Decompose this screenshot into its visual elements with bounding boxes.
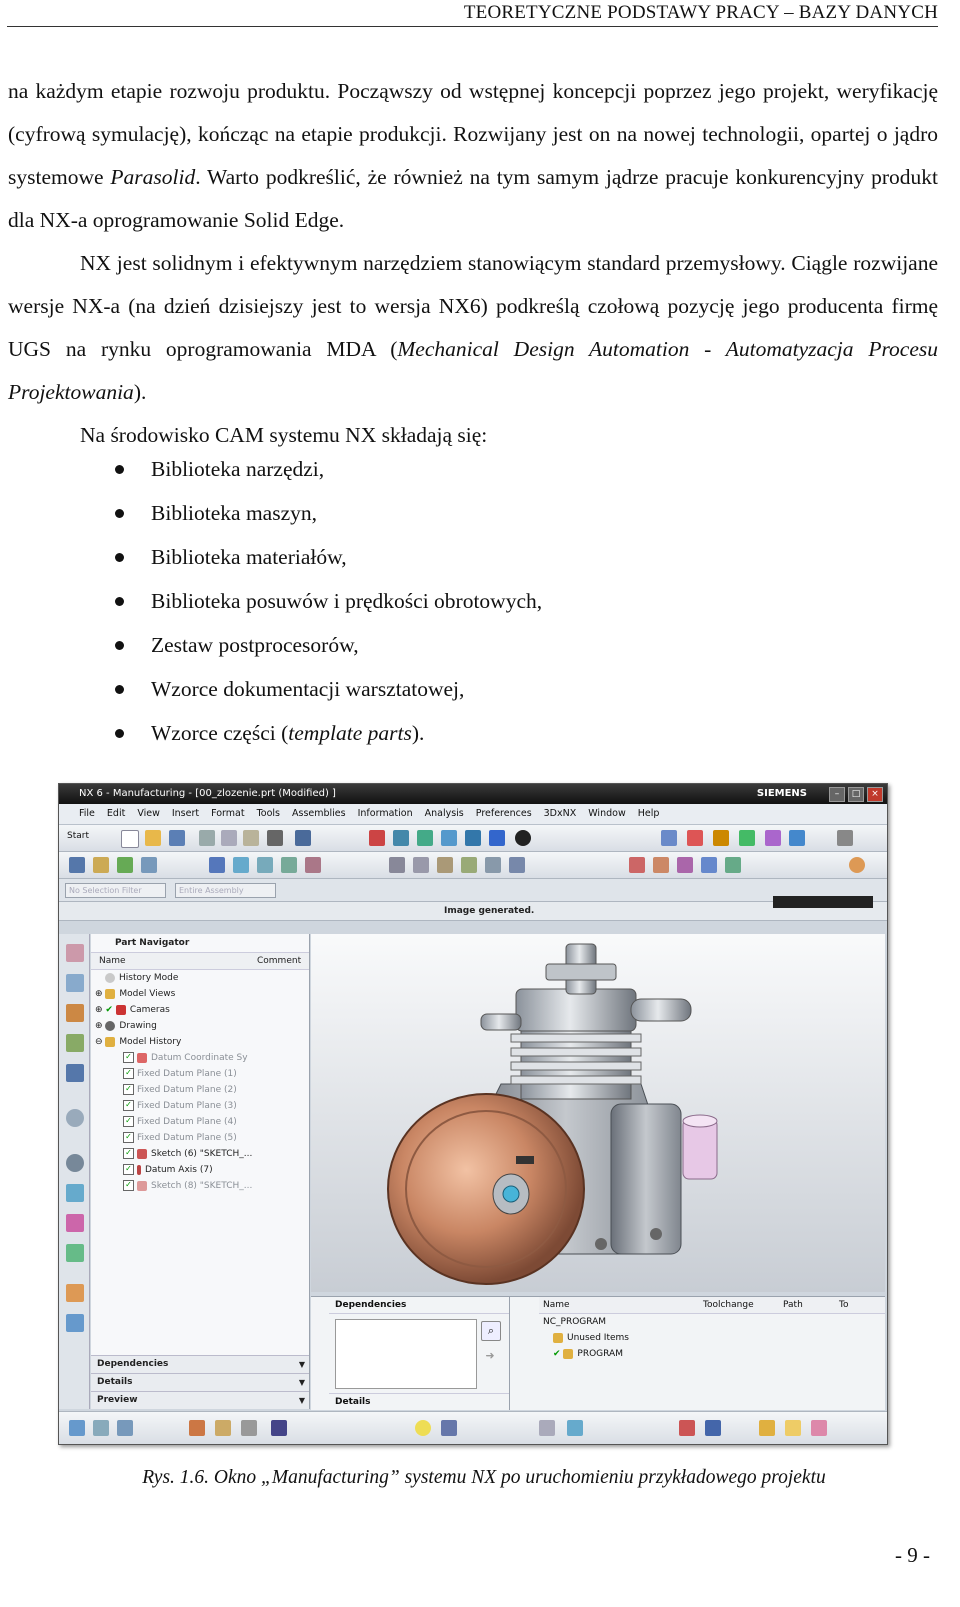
arrow-right-icon[interactable]: ➜ [485, 1349, 495, 1362]
resource-bar [59, 934, 90, 1409]
part-navigator-panel [91, 934, 310, 1409]
post-icon[interactable] [305, 857, 321, 873]
chevron-down-icon: ▼ [298, 1360, 305, 1369]
sketch-icon[interactable] [629, 857, 645, 873]
section-dependencies[interactable]: Dependencies ▼ [91, 1355, 309, 1373]
manufacturing-toolbar [59, 852, 887, 879]
spline-icon[interactable] [701, 857, 717, 873]
pan-icon[interactable] [441, 830, 457, 846]
datum-axis-icon [137, 1165, 141, 1175]
menu-format[interactable]: Format [211, 808, 245, 819]
rotate-icon[interactable] [417, 830, 433, 846]
status-line: Image generated. [59, 902, 887, 921]
bullet-icon [115, 685, 124, 694]
tree-row-cameras[interactable]: ⊕ ✔ Cameras [95, 1005, 170, 1015]
snap-point-icon[interactable] [69, 1420, 85, 1436]
camera-icon [116, 1005, 126, 1015]
tag-icon[interactable] [811, 1420, 827, 1436]
web-browser-icon[interactable] [66, 1314, 84, 1332]
help-icon[interactable] [849, 857, 865, 873]
cue-line [773, 896, 873, 908]
arc-icon[interactable] [653, 857, 669, 873]
list-item: Biblioteka narzędzi, [115, 447, 542, 491]
menu-help[interactable]: Help [637, 808, 660, 819]
operation-navigator-icon[interactable] [66, 1034, 84, 1052]
zoom-icon[interactable] [393, 830, 409, 846]
edit-icon[interactable] [485, 857, 501, 873]
paste-icon[interactable] [243, 830, 259, 846]
create-tool-icon[interactable] [93, 857, 109, 873]
check-icon: ✔ [553, 1349, 561, 1359]
column-name[interactable]: Name [99, 956, 126, 966]
checkbox-icon[interactable]: ✓ [123, 1052, 134, 1063]
replay-icon[interactable] [233, 857, 249, 873]
orient-icon[interactable] [713, 830, 729, 846]
page-number: - 9 - [895, 1543, 930, 1567]
assembly-navigator-icon[interactable] [66, 944, 84, 962]
section-details[interactable]: Details ▼ [91, 1373, 309, 1391]
bullet-icon [115, 509, 124, 518]
menu-assemblies[interactable]: Assemblies [292, 808, 346, 819]
collapse-icon[interactable]: ⊖ [95, 1037, 106, 1047]
header-rule [7, 26, 938, 27]
window-controls [829, 787, 883, 802]
list-item: Wzorce części (template parts). [115, 711, 542, 755]
chevron-down-icon: ▼ [298, 1378, 305, 1387]
open-icon[interactable] [145, 830, 161, 846]
filter-icon[interactable] [93, 1420, 109, 1436]
search-icon[interactable]: ⌕ [481, 1321, 501, 1341]
tree-row-datum-plane-3[interactable]: ✓ Fixed Datum Plane (3) [91, 1098, 309, 1114]
running-header: TEORETYCZNE PODSTAWY PRACY – BAZY DANYCH [463, 2, 938, 23]
menu-file[interactable]: File [79, 808, 95, 819]
body-text [8, 70, 938, 457]
paragraph-3: Na środowisko CAM systemu NX składają się: [80, 423, 488, 447]
measure-icon[interactable] [765, 830, 781, 846]
cube-icon[interactable] [679, 1420, 695, 1436]
menu-window[interactable]: Window [588, 808, 626, 819]
tree-row-program[interactable]: ✔ PROGRAM [553, 1349, 623, 1359]
tree-row-datum-plane-2[interactable]: ✓ Fixed Datum Plane (2) [91, 1082, 309, 1098]
operation-navigator-header [539, 1297, 885, 1314]
dependencies-panel [329, 1297, 510, 1410]
color-icon[interactable] [189, 1420, 205, 1436]
part-navigator-title: Part Navigator [91, 934, 309, 953]
siemens-logo: SIEMENS [756, 788, 807, 799]
menu-3dxnx[interactable]: 3DxNX [543, 808, 577, 819]
analysis-icon[interactable] [789, 830, 805, 846]
simulate-icon[interactable] [281, 857, 297, 873]
reuse-library-icon[interactable] [66, 1184, 84, 1202]
datum-csys-icon [137, 1053, 147, 1063]
paragraph-1: na każdym etapie rozwoju produktu. Począwszy od wstępnej koncepcji poprzez jego projekt, weryfikację (cyfrową symulację), kończąc na etapie produkcji. Rozwijany jest on na nowej technologii, opartej o jądro systemowe Parasolid. Warto podkreślić, że również na tym samym jądrze pracuje konkurencyjny produkt dla NX-a oprogramowanie Solid Edge. [8, 79, 939, 232]
folder-icon [105, 1037, 115, 1047]
selection-bar [59, 879, 887, 902]
part-navigator-sections [91, 1355, 309, 1409]
tree-row-sketch-6[interactable]: ✓ Sketch (6) "SKETCH_... [91, 1146, 309, 1162]
cube-blue-icon[interactable] [705, 1420, 721, 1436]
list-item: Wzorce dokumentacji warsztatowej, [115, 667, 542, 711]
tree-row-drawing[interactable]: ⊕ Drawing [95, 1021, 157, 1031]
graphics-window[interactable] [311, 934, 885, 1292]
part-navigator-icon[interactable] [66, 1004, 84, 1022]
menu-view[interactable]: View [137, 808, 160, 819]
tool-list-icon[interactable] [437, 857, 453, 873]
bullet-icon [115, 641, 124, 650]
tiff-icon[interactable] [539, 1420, 555, 1436]
history-mode-icon [105, 973, 115, 983]
roles-icon[interactable] [66, 1284, 84, 1302]
palette-icon[interactable] [66, 1214, 84, 1232]
dependencies-title: Dependencies [329, 1297, 509, 1314]
create-program-icon[interactable] [69, 857, 85, 873]
output-icon[interactable] [413, 857, 429, 873]
settings-icon[interactable] [837, 830, 853, 846]
list-item: Zestaw postprocesorów, [115, 623, 542, 667]
fit-icon[interactable] [369, 830, 385, 846]
operation-navigator-panel [539, 1297, 885, 1410]
check-icon: ✔ [105, 1005, 113, 1015]
constraint-navigator-icon[interactable] [66, 974, 84, 992]
circle-icon[interactable] [677, 857, 693, 873]
expand-icon[interactable]: ⊕ [95, 989, 106, 999]
tree-row-model-views[interactable]: ⊕ Model Views [95, 989, 176, 999]
render-icon[interactable] [515, 830, 531, 846]
bottom-toolbar [59, 1411, 887, 1444]
snap-icon[interactable] [687, 830, 703, 846]
verify-icon[interactable] [257, 857, 273, 873]
selection-filter-dropdown[interactable]: No Selection Filter [65, 883, 166, 898]
menu-analysis[interactable]: Analysis [424, 808, 464, 819]
paragraph-2: NX jest solidnym i efektywnym narzędziem stanowiącym standard przemysłowy. Ciągle rozwijane wersje NX-a (na dzień dzisiejszy jest to wersja NX6) podkreślą czołową pozycję jego producenta firmę UGS na rynku oprogramowania MDA (Mechanical Design Automation - Automatyzacja Procesu Projektowania). [8, 251, 939, 404]
menu-bar [59, 804, 887, 825]
column-tool[interactable]: To [839, 1300, 849, 1310]
column-comment[interactable]: Comment [257, 956, 302, 966]
list-item: Biblioteka materiałów, [115, 535, 542, 579]
maximize-icon[interactable]: □ [848, 787, 864, 802]
bullet-icon [115, 729, 124, 738]
cut-path-icon[interactable] [509, 857, 525, 873]
tree-row-unused-items[interactable]: Unused Items [539, 1330, 885, 1346]
cam-components-list [115, 447, 542, 755]
cube-icon[interactable] [489, 830, 505, 846]
new-icon[interactable] [121, 830, 139, 848]
plus-icon[interactable] [241, 1420, 257, 1436]
list-item: Biblioteka posuwów i prędkości obrotowych, [115, 579, 542, 623]
checkbox-icon[interactable]: ✓ [123, 1148, 134, 1159]
generate-path-icon[interactable] [209, 857, 225, 873]
checkbox-icon[interactable]: ✓ [123, 1084, 134, 1095]
menu-information[interactable]: Information [357, 808, 413, 819]
folder-icon [563, 1349, 573, 1359]
window-titlebar [59, 784, 887, 804]
copy-icon[interactable] [221, 830, 237, 846]
expand-icon[interactable]: ⊕ [95, 1021, 106, 1031]
menu-edit[interactable]: Edit [106, 808, 126, 819]
export-icon[interactable] [567, 1420, 583, 1436]
details-section[interactable]: Details [329, 1393, 509, 1410]
cut-icon[interactable] [199, 830, 215, 846]
tree-row-history-mode[interactable]: History Mode [91, 970, 309, 986]
chevron-down-icon: ▼ [298, 1396, 305, 1405]
column-name[interactable]: Name [543, 1300, 570, 1310]
menu-preferences[interactable]: Preferences [475, 808, 532, 819]
checkbox-icon[interactable]: ✓ [123, 1068, 134, 1079]
checkbox-icon[interactable]: ✓ [123, 1100, 134, 1111]
section-preview[interactable]: Preview ▼ [91, 1391, 309, 1409]
system-materials-icon[interactable] [66, 1244, 84, 1262]
checkbox-icon[interactable]: ✓ [123, 1180, 134, 1191]
menu-tools[interactable]: Tools [256, 808, 280, 819]
shop-docs-icon[interactable] [389, 857, 405, 873]
layer-icon[interactable] [739, 830, 755, 846]
sketch-icon [137, 1181, 147, 1191]
tree-row-model-history[interactable]: ⊖ Model History [95, 1037, 182, 1047]
wcs-icon[interactable] [271, 1420, 287, 1436]
pen-icon[interactable] [215, 1420, 231, 1436]
bulb-icon[interactable] [415, 1420, 431, 1436]
bullet-icon [115, 553, 124, 562]
curve-icon[interactable] [725, 857, 741, 873]
bullet-icon [115, 597, 124, 606]
tree-row-datum-plane-4[interactable]: ✓ Fixed Datum Plane (4) [91, 1114, 309, 1130]
checkbox-icon[interactable]: ✓ [123, 1116, 134, 1127]
menu-insert[interactable]: Insert [171, 808, 200, 819]
clock-icon[interactable] [66, 1154, 84, 1172]
dependencies-list[interactable] [335, 1319, 477, 1389]
create-geometry-icon[interactable] [117, 857, 133, 873]
tree-row-datum-axis-7[interactable]: ✓ Datum Axis (7) [91, 1162, 309, 1178]
window-title: NX 6 - Manufacturing - [00_zlozenie.prt (Modified) ] [79, 788, 336, 799]
sketch-icon [137, 1149, 147, 1159]
main-toolbar [59, 825, 887, 852]
checkbox-icon[interactable]: ✓ [123, 1132, 134, 1143]
tree-row-datum-plane-1[interactable]: ✓ Fixed Datum Plane (1) [91, 1066, 309, 1082]
tree-row-sketch-8[interactable]: ✓ Sketch (8) "SKETCH_... [91, 1178, 309, 1194]
column-path[interactable]: Path [783, 1300, 803, 1310]
create-method-icon[interactable] [141, 857, 157, 873]
folder-icon [553, 1333, 563, 1343]
folder-icon[interactable] [759, 1420, 775, 1436]
tree-row-datum-plane-5[interactable]: ✓ Fixed Datum Plane (5) [91, 1130, 309, 1146]
navigator-bottom-panels [311, 1296, 885, 1410]
bullet-icon [115, 465, 124, 474]
compressor-model [311, 934, 885, 1292]
select-icon[interactable] [661, 830, 677, 846]
camera-icon[interactable] [441, 1420, 457, 1436]
shade-icon[interactable] [465, 830, 481, 846]
feature-icon[interactable] [461, 857, 477, 873]
close-icon[interactable]: × [867, 787, 883, 802]
history-icon[interactable] [66, 1109, 84, 1127]
assembly-scope-dropdown[interactable]: Entire Assembly [175, 883, 276, 898]
nx-manufacturing-screenshot [58, 783, 888, 1445]
drawing-icon [105, 1021, 115, 1031]
save-icon[interactable] [169, 830, 185, 846]
minimize-icon[interactable]: – [829, 787, 845, 802]
delete-icon[interactable] [267, 830, 283, 846]
tree-row-nc-program[interactable]: NC_PROGRAM [543, 1317, 607, 1327]
layer-icon[interactable] [117, 1420, 133, 1436]
model-views-icon [105, 989, 115, 999]
part-navigator-header [91, 953, 309, 970]
machine-tool-navigator-icon[interactable] [66, 1064, 84, 1082]
figure-caption: Rys. 1.6. Okno „Manufacturing” systemu NX po uruchomieniu przykładowego projektu [142, 1467, 826, 1488]
note-icon[interactable] [785, 1420, 801, 1436]
tree-row-datum-csys[interactable]: ✓ Datum Coordinate Sy [91, 1050, 309, 1066]
checkbox-icon[interactable]: ✓ [123, 1164, 134, 1175]
expand-icon[interactable]: ⊕ [95, 1005, 106, 1015]
start-button[interactable]: Start [67, 831, 89, 841]
column-toolchange[interactable]: Toolchange [703, 1300, 754, 1310]
list-item: Biblioteka maszyn, [115, 491, 542, 535]
undo-icon[interactable] [295, 830, 311, 846]
